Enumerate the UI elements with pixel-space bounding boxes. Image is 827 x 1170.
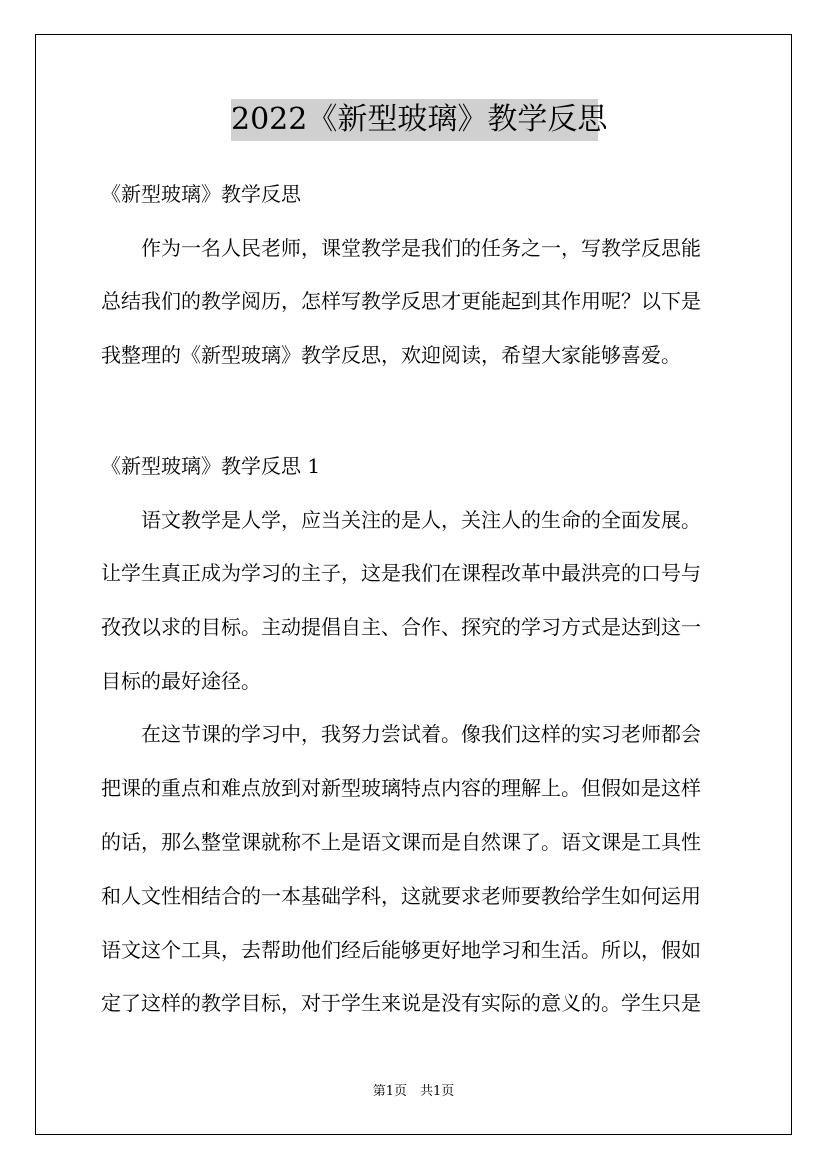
body-text-line: 语文教学是人学，应当关注的是人，关注人的生命的全面发展。 bbox=[101, 508, 701, 532]
body-text-line: 把课的重点和难点放到对新型玻璃特点内容的理解上。但假如是这样 bbox=[101, 776, 701, 800]
body-text-line: 作为一名人民老师，课堂教学是我们的任务之一，写教学反思能 bbox=[101, 236, 701, 260]
body-text-line: 总结我们的教学阅历，怎样写教学反思才更能起到其作用呢？以下是 bbox=[101, 289, 701, 313]
section-heading: 《新型玻璃》教学反思 bbox=[101, 182, 301, 206]
body-text-line: 语文这个工具，去帮助他们经后能够更好地学习和生活。所以，假如 bbox=[101, 938, 701, 962]
body-text-line: 在这节课的学习中，我努力尝试着。像我们这样的实习老师都会 bbox=[101, 722, 701, 746]
body-text-line: 让学生真正成为学习的主子，这是我们在课程改革中最洪亮的口号与 bbox=[101, 561, 701, 585]
body-text-line: 孜孜以求的目标。主动提倡自主、合作、探究的学习方式是达到这一 bbox=[101, 615, 701, 639]
body-text-line: 我整理的《新型玻璃》教学反思，欢迎阅读，希望大家能够喜爱。 bbox=[101, 343, 681, 367]
document-title: 2022《新型玻璃》教学反思 bbox=[231, 99, 598, 141]
body-text-line: 目标的最好途径。 bbox=[101, 669, 261, 693]
body-text-line: 的话，那么整堂课就称不上是语文课而是自然课了。语文课是工具性 bbox=[101, 830, 701, 854]
body-text-line: 定了这样的教学目标，对于学生来说是没有实际的意义的。学生只是 bbox=[101, 991, 701, 1015]
body-text-line: 和人文性相结合的一本基础学科，这就要求老师要教给学生如何运用 bbox=[101, 884, 701, 908]
page-footer: 第1页 共1页 bbox=[372, 1084, 455, 1099]
section-heading: 《新型玻璃》教学反思 1 bbox=[101, 454, 321, 478]
